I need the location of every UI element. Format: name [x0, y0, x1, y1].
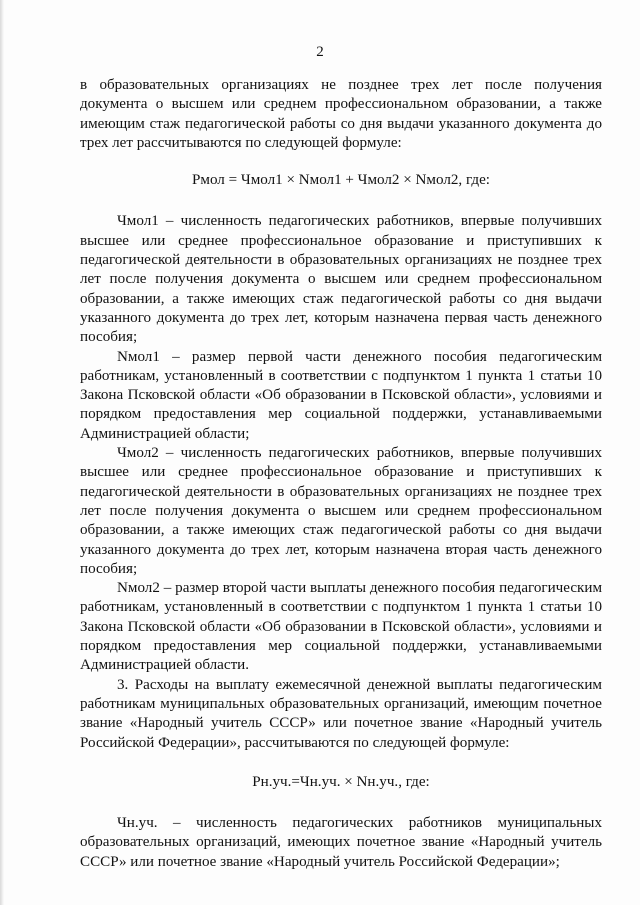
- intro-paragraph: в образовательных организациях не позднее трех лет после получения документа о высшем или среднем профессиональном образовании, а также имеющим стаж педагогической работы со дня выдачи указанного документа до трех лет рассчитываются по следующей формуле:: [80, 77, 602, 151]
- definition-nmol1: Nмол1 – размер первой части денежного пособия педагогическим работникам, установленный в соответствии с подпунктом 1 пункта 1 статьи 10 Закона Псковской области «Об образовании в Псковской области», условиями и порядком предоставления мер социальной поддержки, устанавливаемыми Администрацией области;: [80, 348, 602, 442]
- document-body: [80, 76, 602, 872]
- definition-nmol2: Nмол2 – размер второй части выплаты денежного пособия педагогическим работникам, установленный в соответствии с подпунктом 1 пункта 1 статьи 10 Закона Псковской области «Об образовании в Псковской области», условиями и порядком предоставления мер социальной поддержки, устанавливаемыми Администрацией области.: [80, 580, 602, 674]
- item-3-paragraph: 3. Расходы на выплату ежемесячной денежной выплаты педагогическим работникам муниципальных образовательных организаций, имеющим почетное звание «Народный учитель СССР» или почетное звание «Народный учитель Российской Федерации», рассчитываются по следующей формуле:: [80, 676, 602, 751]
- definition-chmol1: Чмол1 – численность педагогических работников, впервые получивших высшее или среднее профессиональное образование и приступивших к педагогической деятельности в образовательных организациях не позднее трех лет после получения документа о высшем или среднем профессиональном образовании, а также имеющих стаж педагогической работы со дня выдачи указанного документа до трех лет, которым назначена первая часть денежного пособия;: [80, 213, 602, 346]
- page-number: 2: [316, 44, 324, 60]
- definition-chmol2: Чмол2 – численность педагогических работников, впервые получивших высшее или среднее профессиональное образование и приступивших к педагогической деятельности в образовательных организациях не позднее трех лет после получения документа о высшем или среднем профессиональном образовании, а также имеющих стаж педагогической работы со дня выдачи указанного документа до трех лет, которым назначена вторая часть денежного пособия;: [80, 445, 602, 577]
- definition-chnuch: Чн.уч. – численность педагогических работников муниципальных образовательных организаций, имеющих почетное звание «Народный учитель СССР» или почетное звание «Народный учитель Российской Федерации»;: [80, 815, 602, 870]
- formula-rnuch: Рн.уч.=Чн.уч. × Nн.уч., где:: [252, 773, 430, 790]
- page-edge-shadow: [0, 0, 4, 905]
- formula-rmol: Рмол = Чмол1 × Nмол1 + Чмол2 × Nмол2, где:: [192, 172, 490, 189]
